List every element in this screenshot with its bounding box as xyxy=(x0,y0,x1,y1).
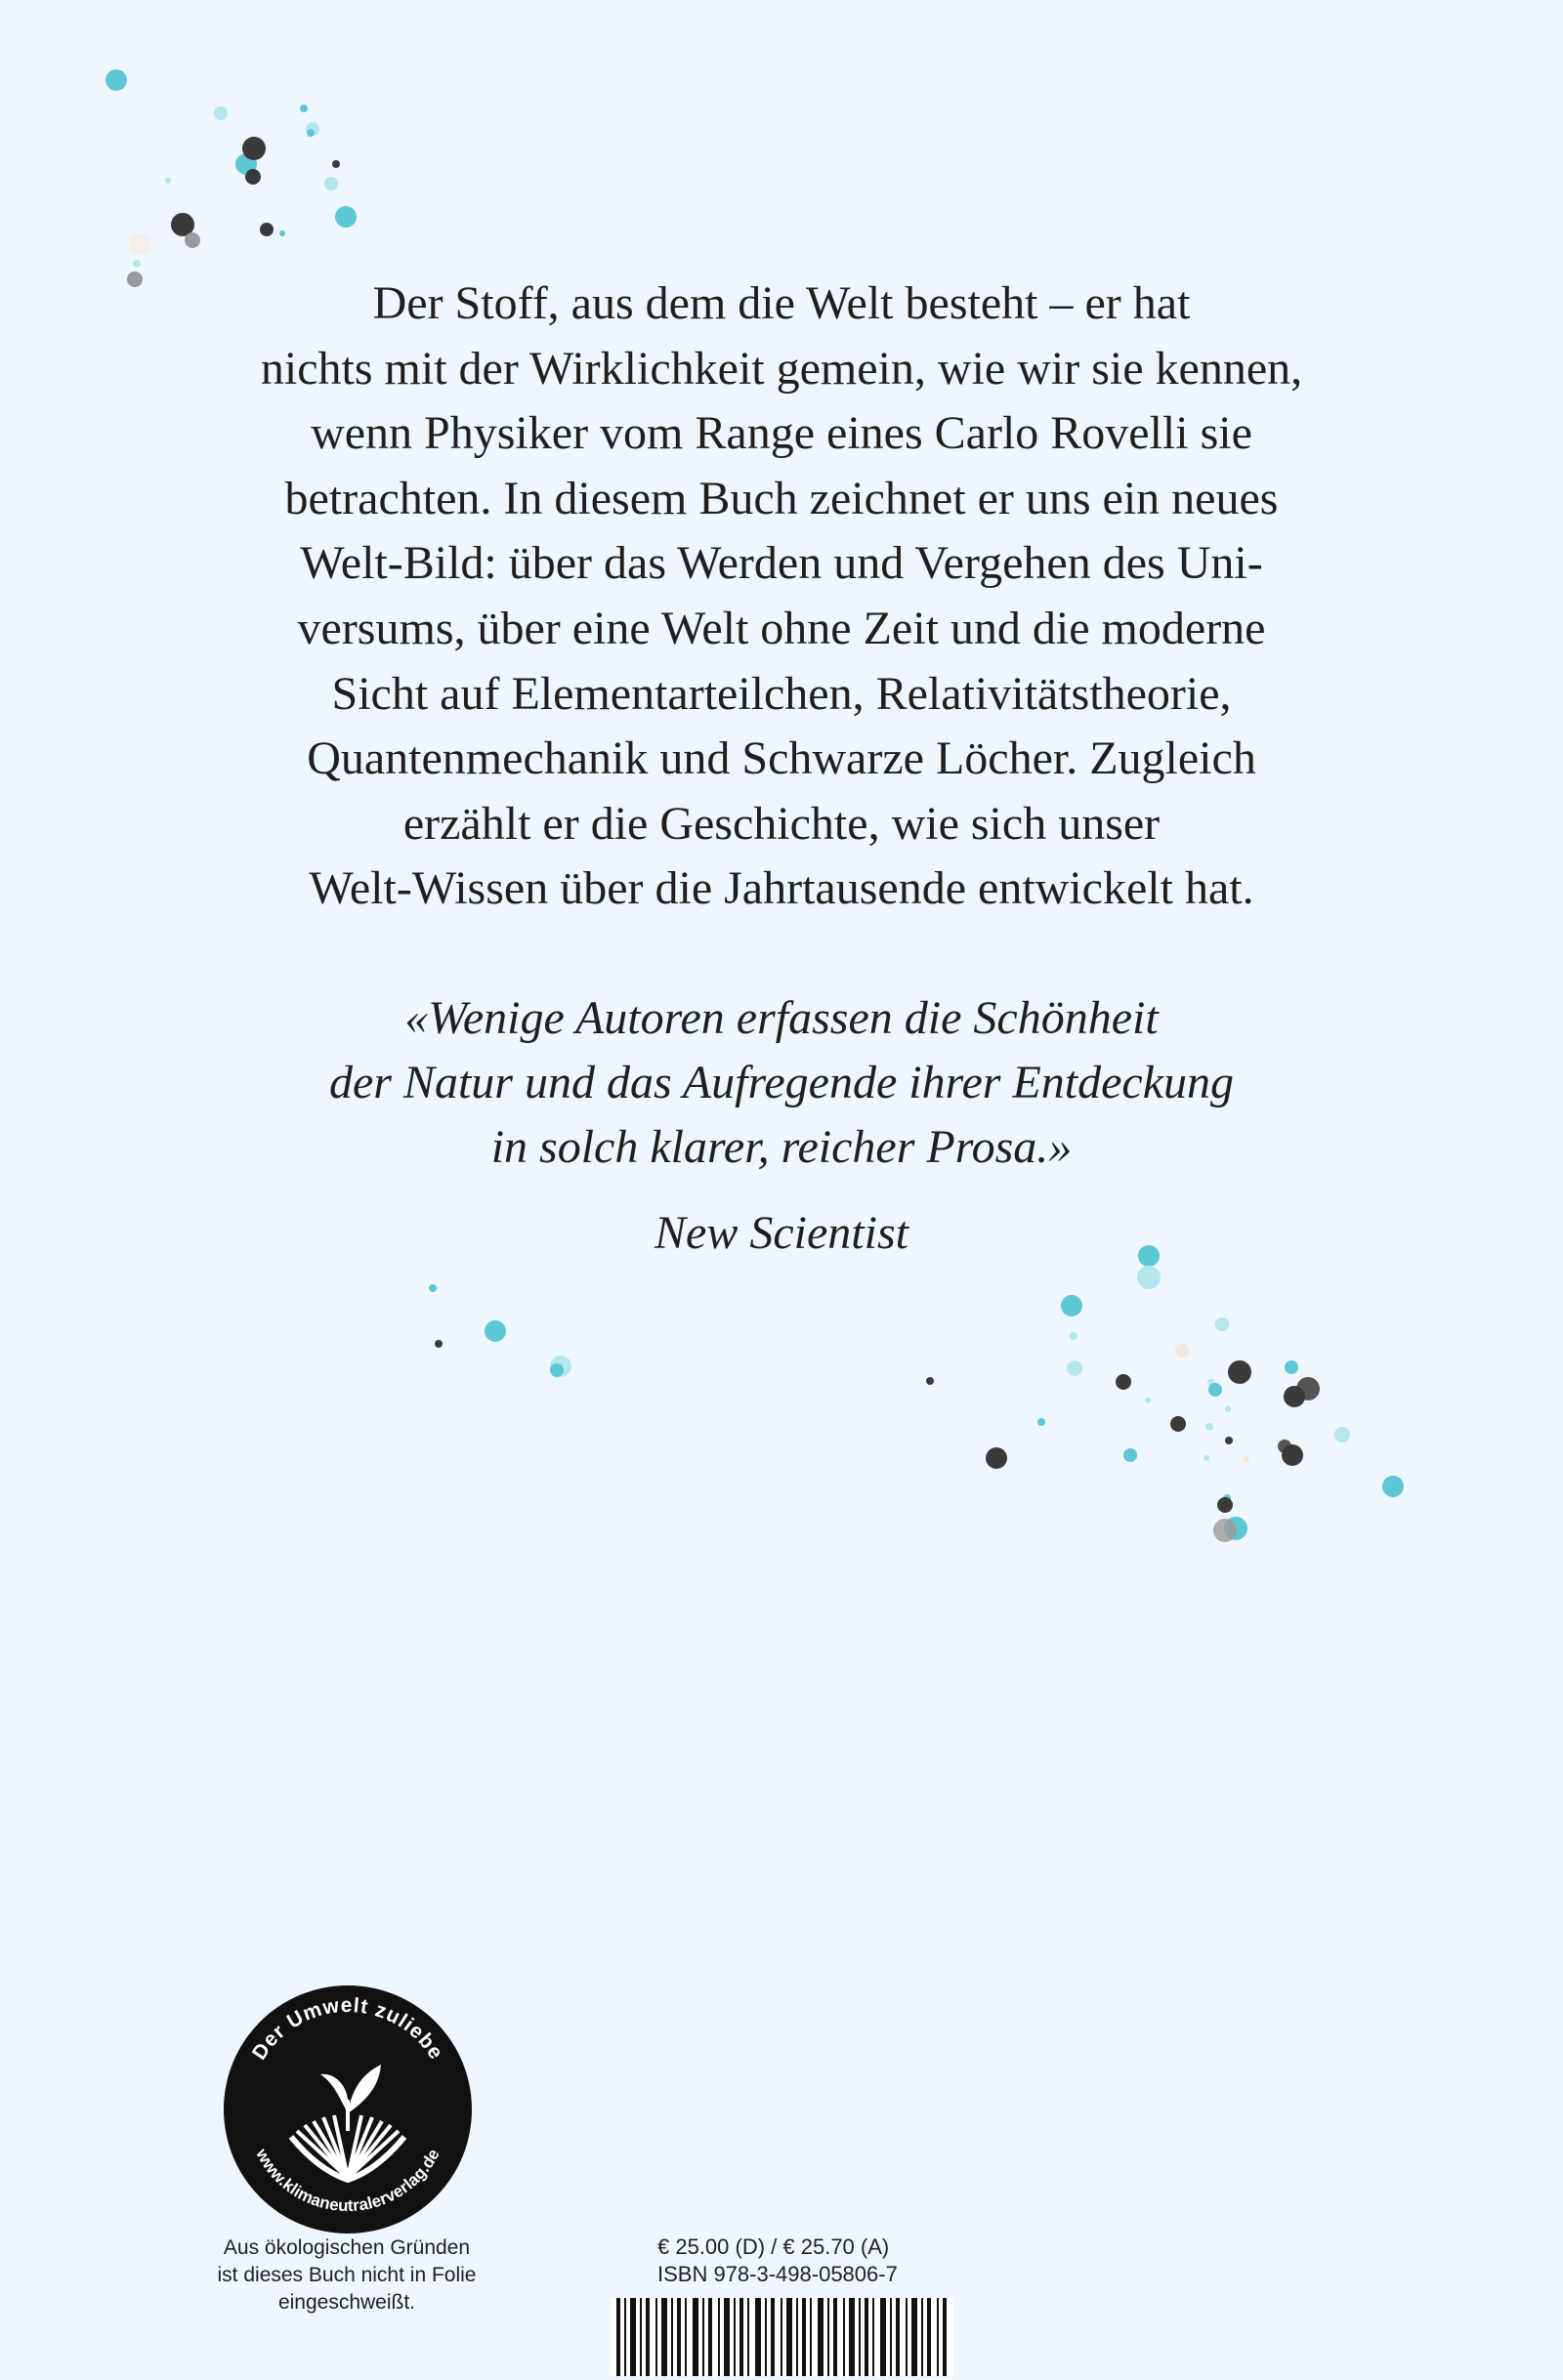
packaging-note xyxy=(176,2234,518,2317)
barcode-bars xyxy=(611,2298,953,2376)
blurb-line: nichts mit der Wirklichkeit gemein, wie wir sie kennen, xyxy=(260,342,1303,395)
blurb-line: erzählt er die Geschichte, wie sich unser xyxy=(402,797,1161,850)
quote-line: «Wenige Autoren erfassen die Schönheit xyxy=(404,992,1159,1044)
particles-middle-left xyxy=(429,1284,571,1377)
blurb-line: Sicht auf Elementarteilchen, Relativitätstheorie, xyxy=(331,667,1232,720)
particles-top-left xyxy=(106,69,357,287)
isbn-label: ISBN 978-3-498-05806-7 xyxy=(657,2262,898,2286)
packaging-note-line: Aus ökologischen Gründen xyxy=(223,2236,471,2259)
quote-attribution: New Scientist xyxy=(655,1207,908,1259)
seal-text-top: Der Umwelt zuliebe xyxy=(247,1993,448,2065)
barcode xyxy=(611,2298,953,2376)
blurb-line: Welt-Bild: über das Werden und Vergehen des Uni- xyxy=(300,537,1263,590)
blurb-line: betrachten. In diesem Buch zeichnet er uns ein neues xyxy=(284,472,1279,524)
packaging-note-line: eingeschweißt. xyxy=(277,2291,416,2314)
blurb-text xyxy=(147,271,1416,922)
quote-line: in solch klarer, reicher Prosa.» xyxy=(490,1121,1073,1173)
blurb-line: Der Stoff, aus dem die Welt besteht – er hat xyxy=(372,277,1191,329)
review-quote xyxy=(195,986,1368,1180)
blurb-line: Quantenmechanik und Schwarze Löcher. Zugleich xyxy=(307,732,1256,785)
packaging-note-line: ist dieses Buch nicht in Folie xyxy=(217,2264,477,2286)
price-label: € 25.00 (D) / € 25.70 (A) xyxy=(657,2234,890,2259)
blurb-line: Welt-Wissen über die Jahrtausende entwickelt hat. xyxy=(309,862,1254,915)
particles-right xyxy=(926,1245,1404,1542)
quote-line: der Natur und das Aufregende ihrer Entdeckung xyxy=(328,1057,1235,1108)
blurb-line: wenn Physiker vom Range eines Carlo Rovelli sie xyxy=(311,407,1252,460)
blurb-line: versums, über eine Welt ohne Zeit und die moderne xyxy=(297,602,1266,654)
seal-text-bottom: www.klimaneutralerverlag.de xyxy=(252,2146,444,2216)
price-isbn-block xyxy=(657,2234,1009,2288)
climate-neutral-seal xyxy=(223,1984,473,2234)
